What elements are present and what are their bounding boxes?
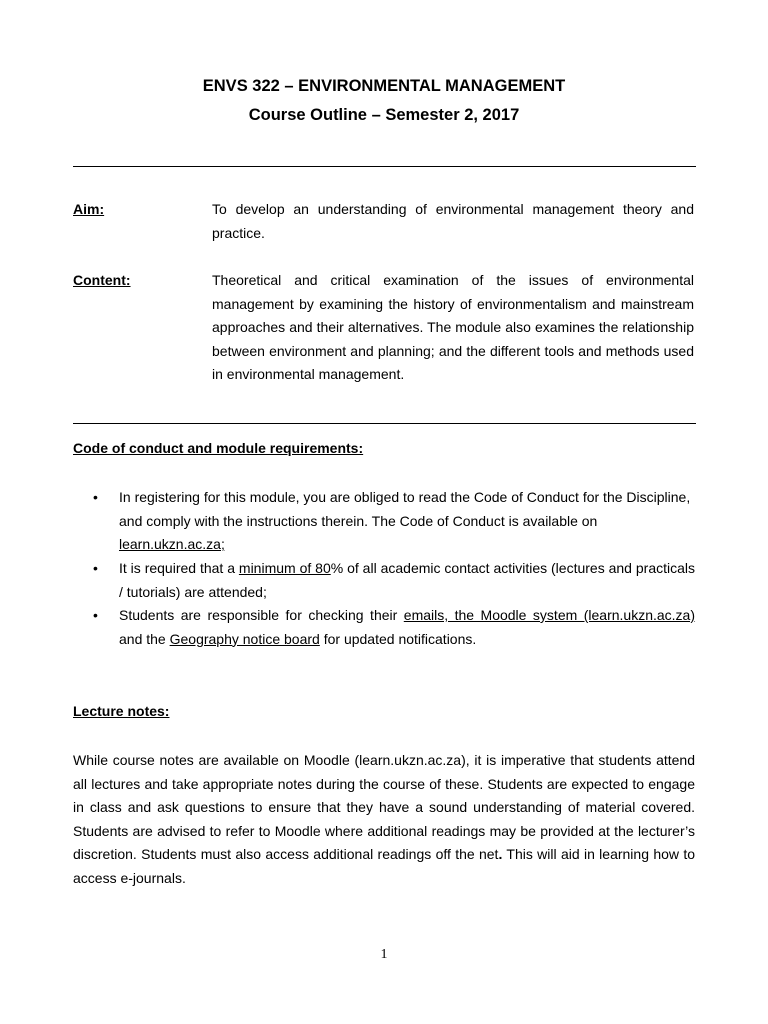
bullet-icon: •: [93, 489, 98, 505]
divider-middle: [73, 423, 696, 424]
notice-board-text: Geography notice board: [169, 630, 320, 647]
content-text: Theoretical and critical examination of the issues of environmental management by examining the history of environmentalism and mainstream approaches and their alternatives. The module also examines the relationship between environment and planning; and the different tools and methods used in environmental management.: [212, 272, 694, 382]
lecture-text-main: While course notes are available on Moodle (learn.ukzn.ac.za), it is imperative that students attend all lectures and take appropriate notes during the course of these. Students are expected to engage in class and ask questions to ensure that they have a sound understanding of material covered. Students are advised to refer to Moodle where additional readings may be provided at the lecturer’s discretion. Students must also access additional readings off the net: [73, 752, 695, 862]
conduct-bullet-3-post: for updated notifications.: [323, 630, 477, 647]
conduct-bullet-3-mid: and the: [119, 630, 166, 647]
conduct-bullet-1: [119, 486, 695, 557]
divider-top: [73, 166, 696, 167]
lecture-text-bold-period: .: [498, 846, 503, 862]
conduct-bullet-2-post: % of all academic contact activities (lectures and practicals / tutorials) are attended;: [119, 560, 695, 600]
course-title: ENVS 322 – ENVIRONMENTAL MANAGEMENT: [202, 77, 566, 95]
lecture-heading: Lecture notes:: [73, 703, 170, 719]
learn-ukzn-link[interactable]: learn.ukzn.ac.za;: [119, 536, 225, 552]
course-subtitle: Course Outline – Semester 2, 2017: [248, 106, 520, 124]
bullet-icon: •: [93, 607, 98, 623]
conduct-bullet-3: [119, 604, 695, 651]
content-label: Content:: [73, 272, 131, 288]
conduct-bullet-1-text: In registering for this module, you are obliged to read the Code of Conduct for the Discipline, and comply with the instructions therein. The Code of Conduct is available on: [119, 489, 691, 529]
aim-text: To develop an understanding of environmental management theory and practice.: [212, 201, 694, 241]
conduct-heading: Code of conduct and module requirements:: [73, 440, 364, 456]
page-number: 1: [380, 947, 388, 962]
conduct-bullet-3-pre: Students are responsible for checking their: [119, 607, 398, 623]
moodle-link[interactable]: emails, the Moodle system (learn.ukzn.ac.za): [403, 607, 696, 623]
aim-label: Aim:: [73, 201, 105, 217]
conduct-bullet-2-pre: It is required that a: [119, 560, 235, 576]
lecture-text-end: This will aid in learning how to access e-journals.: [73, 846, 695, 886]
attendance-minimum: minimum of 80: [238, 560, 331, 576]
bullet-icon: •: [93, 560, 98, 576]
conduct-bullet-2: [119, 557, 695, 604]
lecture-text: [73, 749, 695, 890]
